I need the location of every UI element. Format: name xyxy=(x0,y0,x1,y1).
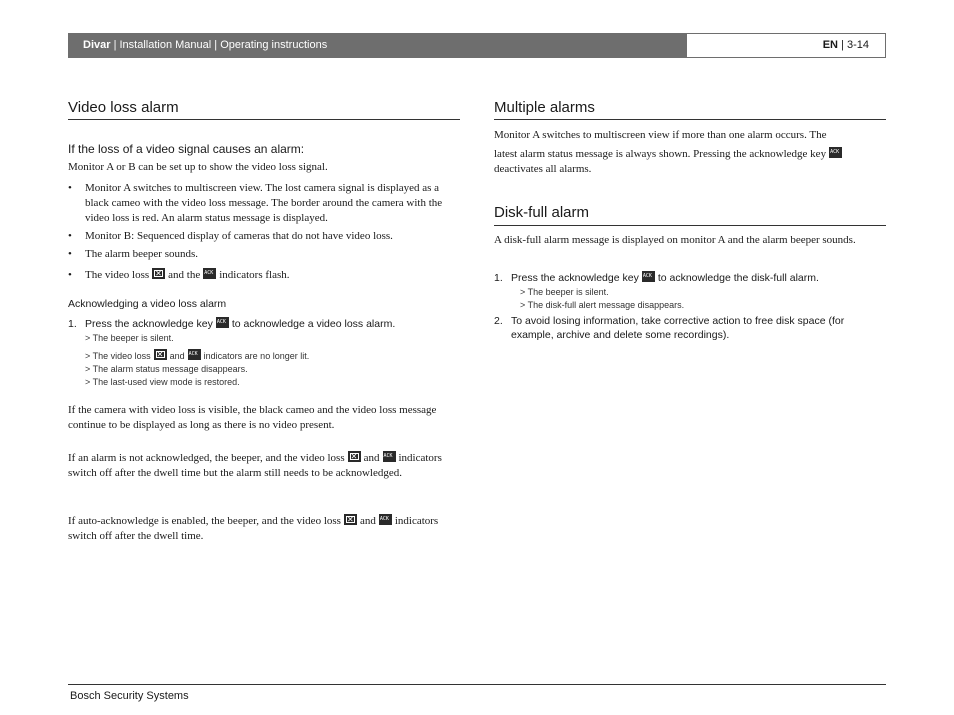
bullet-item xyxy=(85,268,460,283)
section-title-disk-full: Disk-full alarm xyxy=(494,204,590,221)
bullet-marker: • xyxy=(68,182,72,194)
bullet-text: indicators flash. xyxy=(219,269,290,281)
video-loss-indicator-icon xyxy=(344,514,357,525)
paragraph-text: and xyxy=(359,515,376,527)
document-title: | Installation Manual | Operating instructions xyxy=(110,39,328,51)
paragraph-text: latest alarm status message is always shown. Pressing the acknowledge key xyxy=(494,148,827,160)
subsection-title: If the loss of a video signal causes an alarm: xyxy=(68,142,305,156)
acknowledge-key-icon xyxy=(383,451,396,462)
section-title-multiple-alarms: Multiple alarms xyxy=(494,99,595,116)
page-number: | 3-14 xyxy=(838,39,869,51)
step-text: to acknowledge the disk-full alarm. xyxy=(657,272,819,284)
step-text: Press the acknowledge key xyxy=(511,272,639,284)
acknowledge-key-icon xyxy=(379,514,392,525)
paragraph-text: and xyxy=(363,452,380,464)
paragraph-text: indicators switch off after the dwell time but the alarm still needs to be acknowledged. xyxy=(68,452,442,479)
paragraph: If the camera with video loss is visible, the black cameo and the video loss message continue to be displayed as long as there is no video present. xyxy=(68,404,437,431)
paragraph: Monitor A switches to multiscreen view if more than one alarm occurs. The xyxy=(494,129,827,141)
step-item xyxy=(85,317,395,331)
paragraph-text: If an alarm is not acknowledged, the beeper, and the video loss xyxy=(68,452,345,464)
bullet-item: Monitor B: Sequenced display of cameras that do not have video loss. xyxy=(85,230,393,242)
acknowledge-key-icon xyxy=(829,147,842,158)
intro-text: Monitor A or B can be set up to show the video loss signal. xyxy=(68,161,328,173)
section-rule xyxy=(494,119,886,120)
result-text: indicators are no longer lit. xyxy=(203,351,310,361)
product-name: Divar xyxy=(83,39,111,51)
bullet-marker: • xyxy=(68,269,72,281)
footer-company: Bosch Security Systems xyxy=(70,690,189,702)
step-item: To avoid losing information, take corrective action to free disk space (for example, archive and delete some recordings). xyxy=(511,315,845,341)
language-code: EN xyxy=(822,39,838,51)
bullet-marker: • xyxy=(68,230,72,242)
step-number: 1. xyxy=(68,318,77,330)
video-loss-indicator-icon xyxy=(348,451,361,462)
bullet-marker: • xyxy=(68,248,72,260)
step-item xyxy=(511,271,819,285)
acknowledge-key-icon xyxy=(642,271,655,282)
header-bar xyxy=(68,33,686,58)
result-line: > The beeper is silent. xyxy=(85,333,174,343)
section-rule xyxy=(68,119,460,120)
section-rule xyxy=(494,225,886,226)
paragraph: A disk-full alarm message is displayed on monitor A and the alarm beeper sounds. xyxy=(494,234,856,246)
acknowledge-key-icon xyxy=(188,349,201,360)
result-text: > The video loss xyxy=(85,351,151,361)
acknowledge-key-icon xyxy=(216,317,229,328)
result-line: > The alarm status message disappears. xyxy=(85,364,248,374)
paragraph: deactivates all alarms. xyxy=(494,163,592,175)
result-text: and xyxy=(169,351,185,361)
step-number: 2. xyxy=(494,315,503,327)
step-text: to acknowledge a video loss alarm. xyxy=(231,318,396,330)
procedure-heading: Acknowledging a video loss alarm xyxy=(68,298,227,310)
paragraph-text: indicators switch off after the dwell time. xyxy=(68,515,439,542)
page-indicator xyxy=(686,33,886,58)
result-line: > The beeper is silent. xyxy=(520,287,609,297)
result-line: > The disk-full alert message disappears. xyxy=(520,300,685,310)
bullet-item: Monitor A switches to multiscreen view. The lost camera signal is displayed as a black cameo with the video loss message. The border around the camera with the video loss is red. An alarm status message is displayed. xyxy=(85,182,443,224)
paragraph xyxy=(68,514,453,544)
bullet-text: and the xyxy=(168,269,201,281)
section-title-video-loss: Video loss alarm xyxy=(68,99,179,116)
paragraph xyxy=(494,147,845,162)
acknowledge-key-icon xyxy=(203,268,216,279)
bullet-item: The alarm beeper sounds. xyxy=(85,248,199,260)
bullet-text: The video loss xyxy=(85,269,150,281)
step-text: Press the acknowledge key xyxy=(85,318,213,330)
result-line: > The last-used view mode is restored. xyxy=(85,377,240,387)
result-line xyxy=(85,349,309,363)
step-number: 1. xyxy=(494,272,503,284)
paragraph xyxy=(68,451,453,481)
video-loss-indicator-icon xyxy=(154,349,167,360)
footer-rule xyxy=(68,684,886,685)
paragraph-text: If auto-acknowledge is enabled, the beeper, and the video loss xyxy=(68,515,341,527)
video-loss-indicator-icon xyxy=(152,268,165,279)
